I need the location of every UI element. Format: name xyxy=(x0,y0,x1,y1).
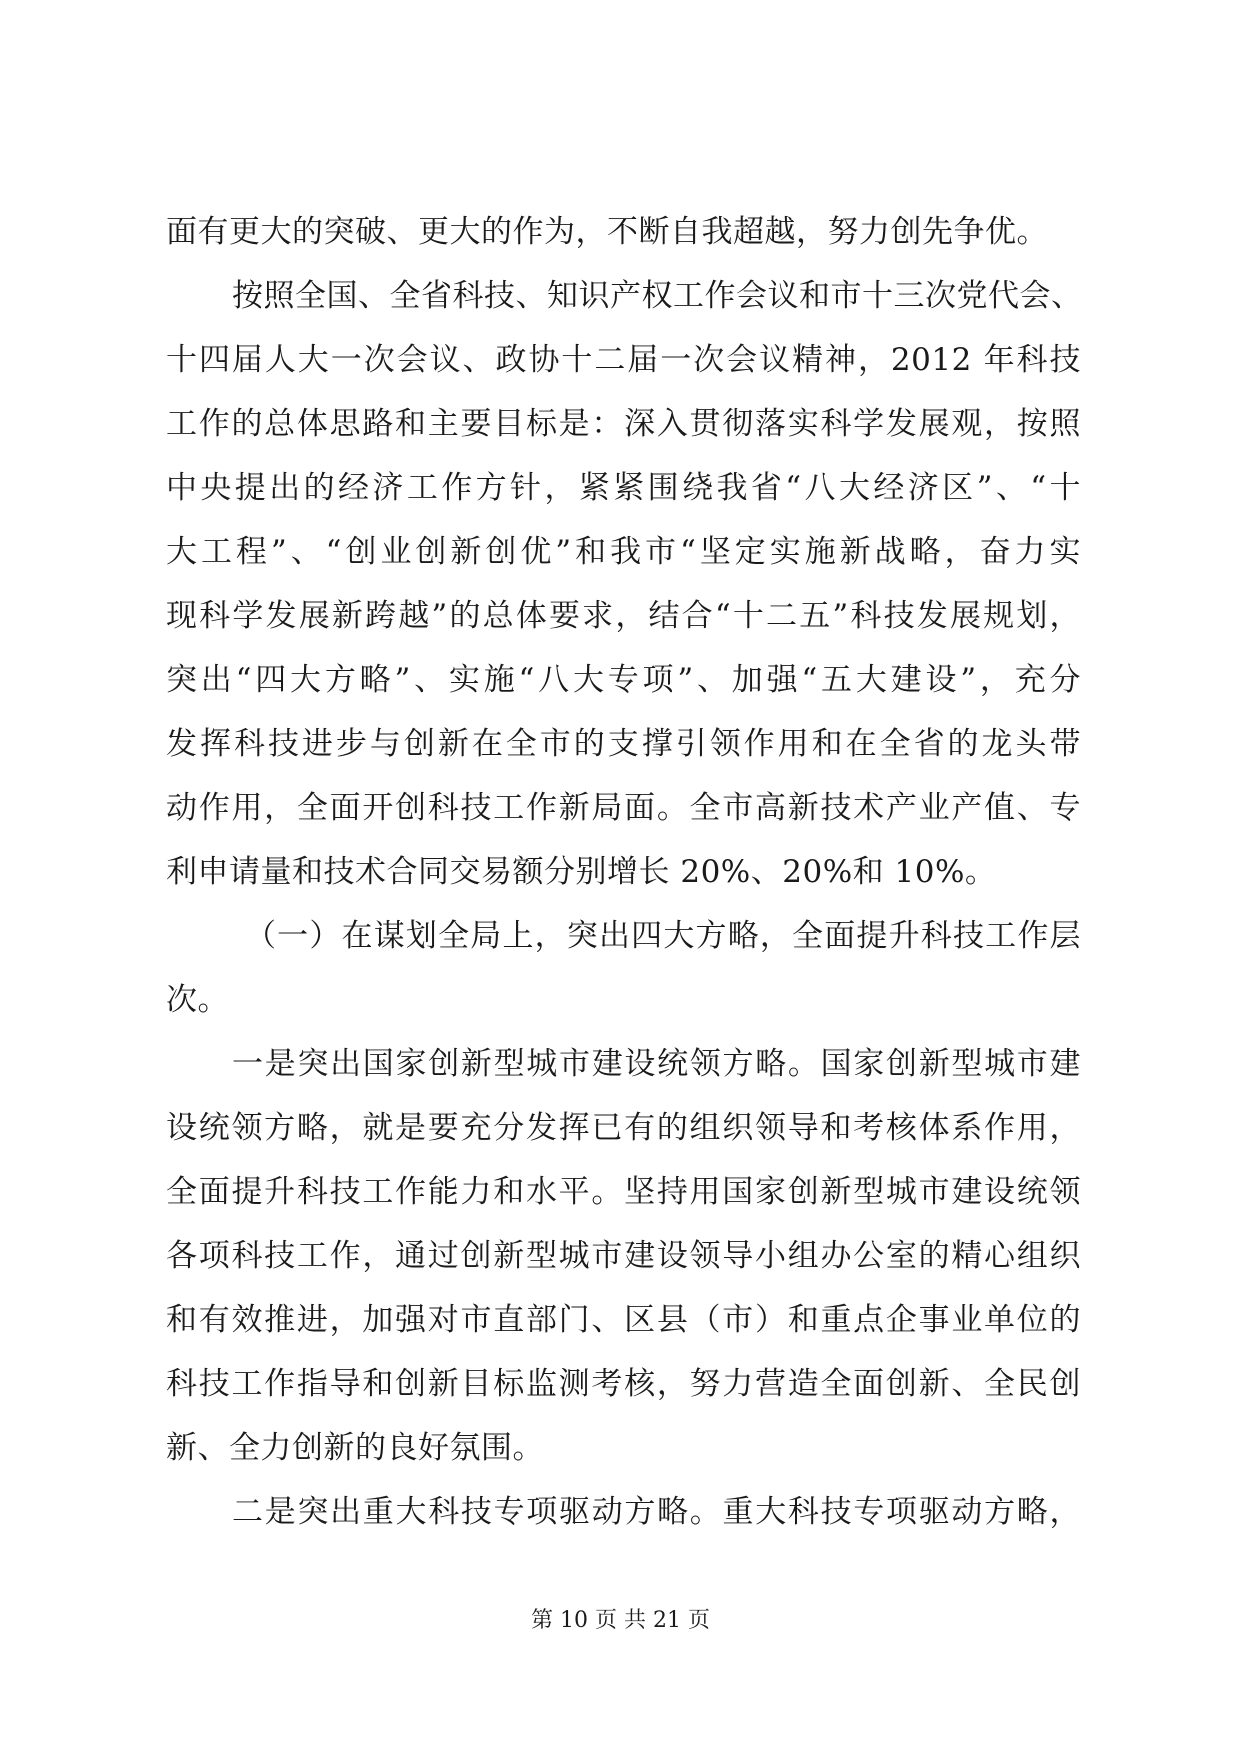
body-text-line: 按照全国、全省科技、知识产权工作会议和市十三次党代会、 xyxy=(232,278,1083,314)
body-text-line: 新、全力创新的良好氛围。 xyxy=(166,1430,544,1466)
body-text-line: 利申请量和技术合同交易额分别增长 20%、20%和 10%。 xyxy=(166,854,997,890)
body-text-line: 各项科技工作，通过创新型城市建设领导小组办公室的精心组织 xyxy=(166,1238,1081,1274)
body-text-line: 发挥科技进步与创新在全市的支撑引领作用和在全省的龙头带 xyxy=(166,726,1081,762)
body-text-line: 一是突出国家创新型城市建设统领方略。国家创新型城市建 xyxy=(232,1046,1081,1082)
page-number-footer: 第 10 页 共 21 页 xyxy=(531,1608,710,1633)
body-text-line: 动作用，全面开创科技工作新局面。全市高新技术产业产值、专 xyxy=(166,790,1081,826)
body-text-line: 现科学发展新跨越”的总体要求，结合“十二五”科技发展规划， xyxy=(166,598,1081,634)
body-text-line: 工作的总体思路和主要目标是：深入贯彻落实科学发展观，按照 xyxy=(166,406,1081,442)
body-text-line: 二是突出重大科技专项驱动方略。重大科技专项驱动方略， xyxy=(232,1494,1081,1530)
body-text-line: 科技工作指导和创新目标监测考核，努力营造全面创新、全民创 xyxy=(166,1366,1081,1402)
body-text-line: 十四届人大一次会议、政协十二届一次会议精神，2012 年科技 xyxy=(166,342,1081,378)
body-text-line: 和有效推进，加强对市直部门、区县（市）和重点企事业单位的 xyxy=(166,1302,1081,1338)
body-text-line: 大工程”、“创业创新创优”和我市“坚定实施新战略，奋力实 xyxy=(166,534,1081,570)
body-text-line: 突出“四大方略”、实施“八大专项”、加强“五大建设”，充分 xyxy=(166,662,1081,698)
section-heading-line: （一）在谋划全局上，突出四大方略，全面提升科技工作层 xyxy=(245,918,1081,954)
body-text-line: 设统领方略，就是要充分发挥已有的组织领导和考核体系作用， xyxy=(166,1110,1081,1146)
body-text-line: 中央提出的经济工作方针，紧紧围绕我省“八大经济区”、“十 xyxy=(166,470,1081,506)
body-text-line: 面有更大的突破、更大的作为，不断自我超越，努力创先争优。 xyxy=(166,214,1048,250)
section-heading-line: 次。 xyxy=(166,982,229,1018)
body-text-line: 全面提升科技工作能力和水平。坚持用国家创新型城市建设统领 xyxy=(166,1174,1081,1210)
